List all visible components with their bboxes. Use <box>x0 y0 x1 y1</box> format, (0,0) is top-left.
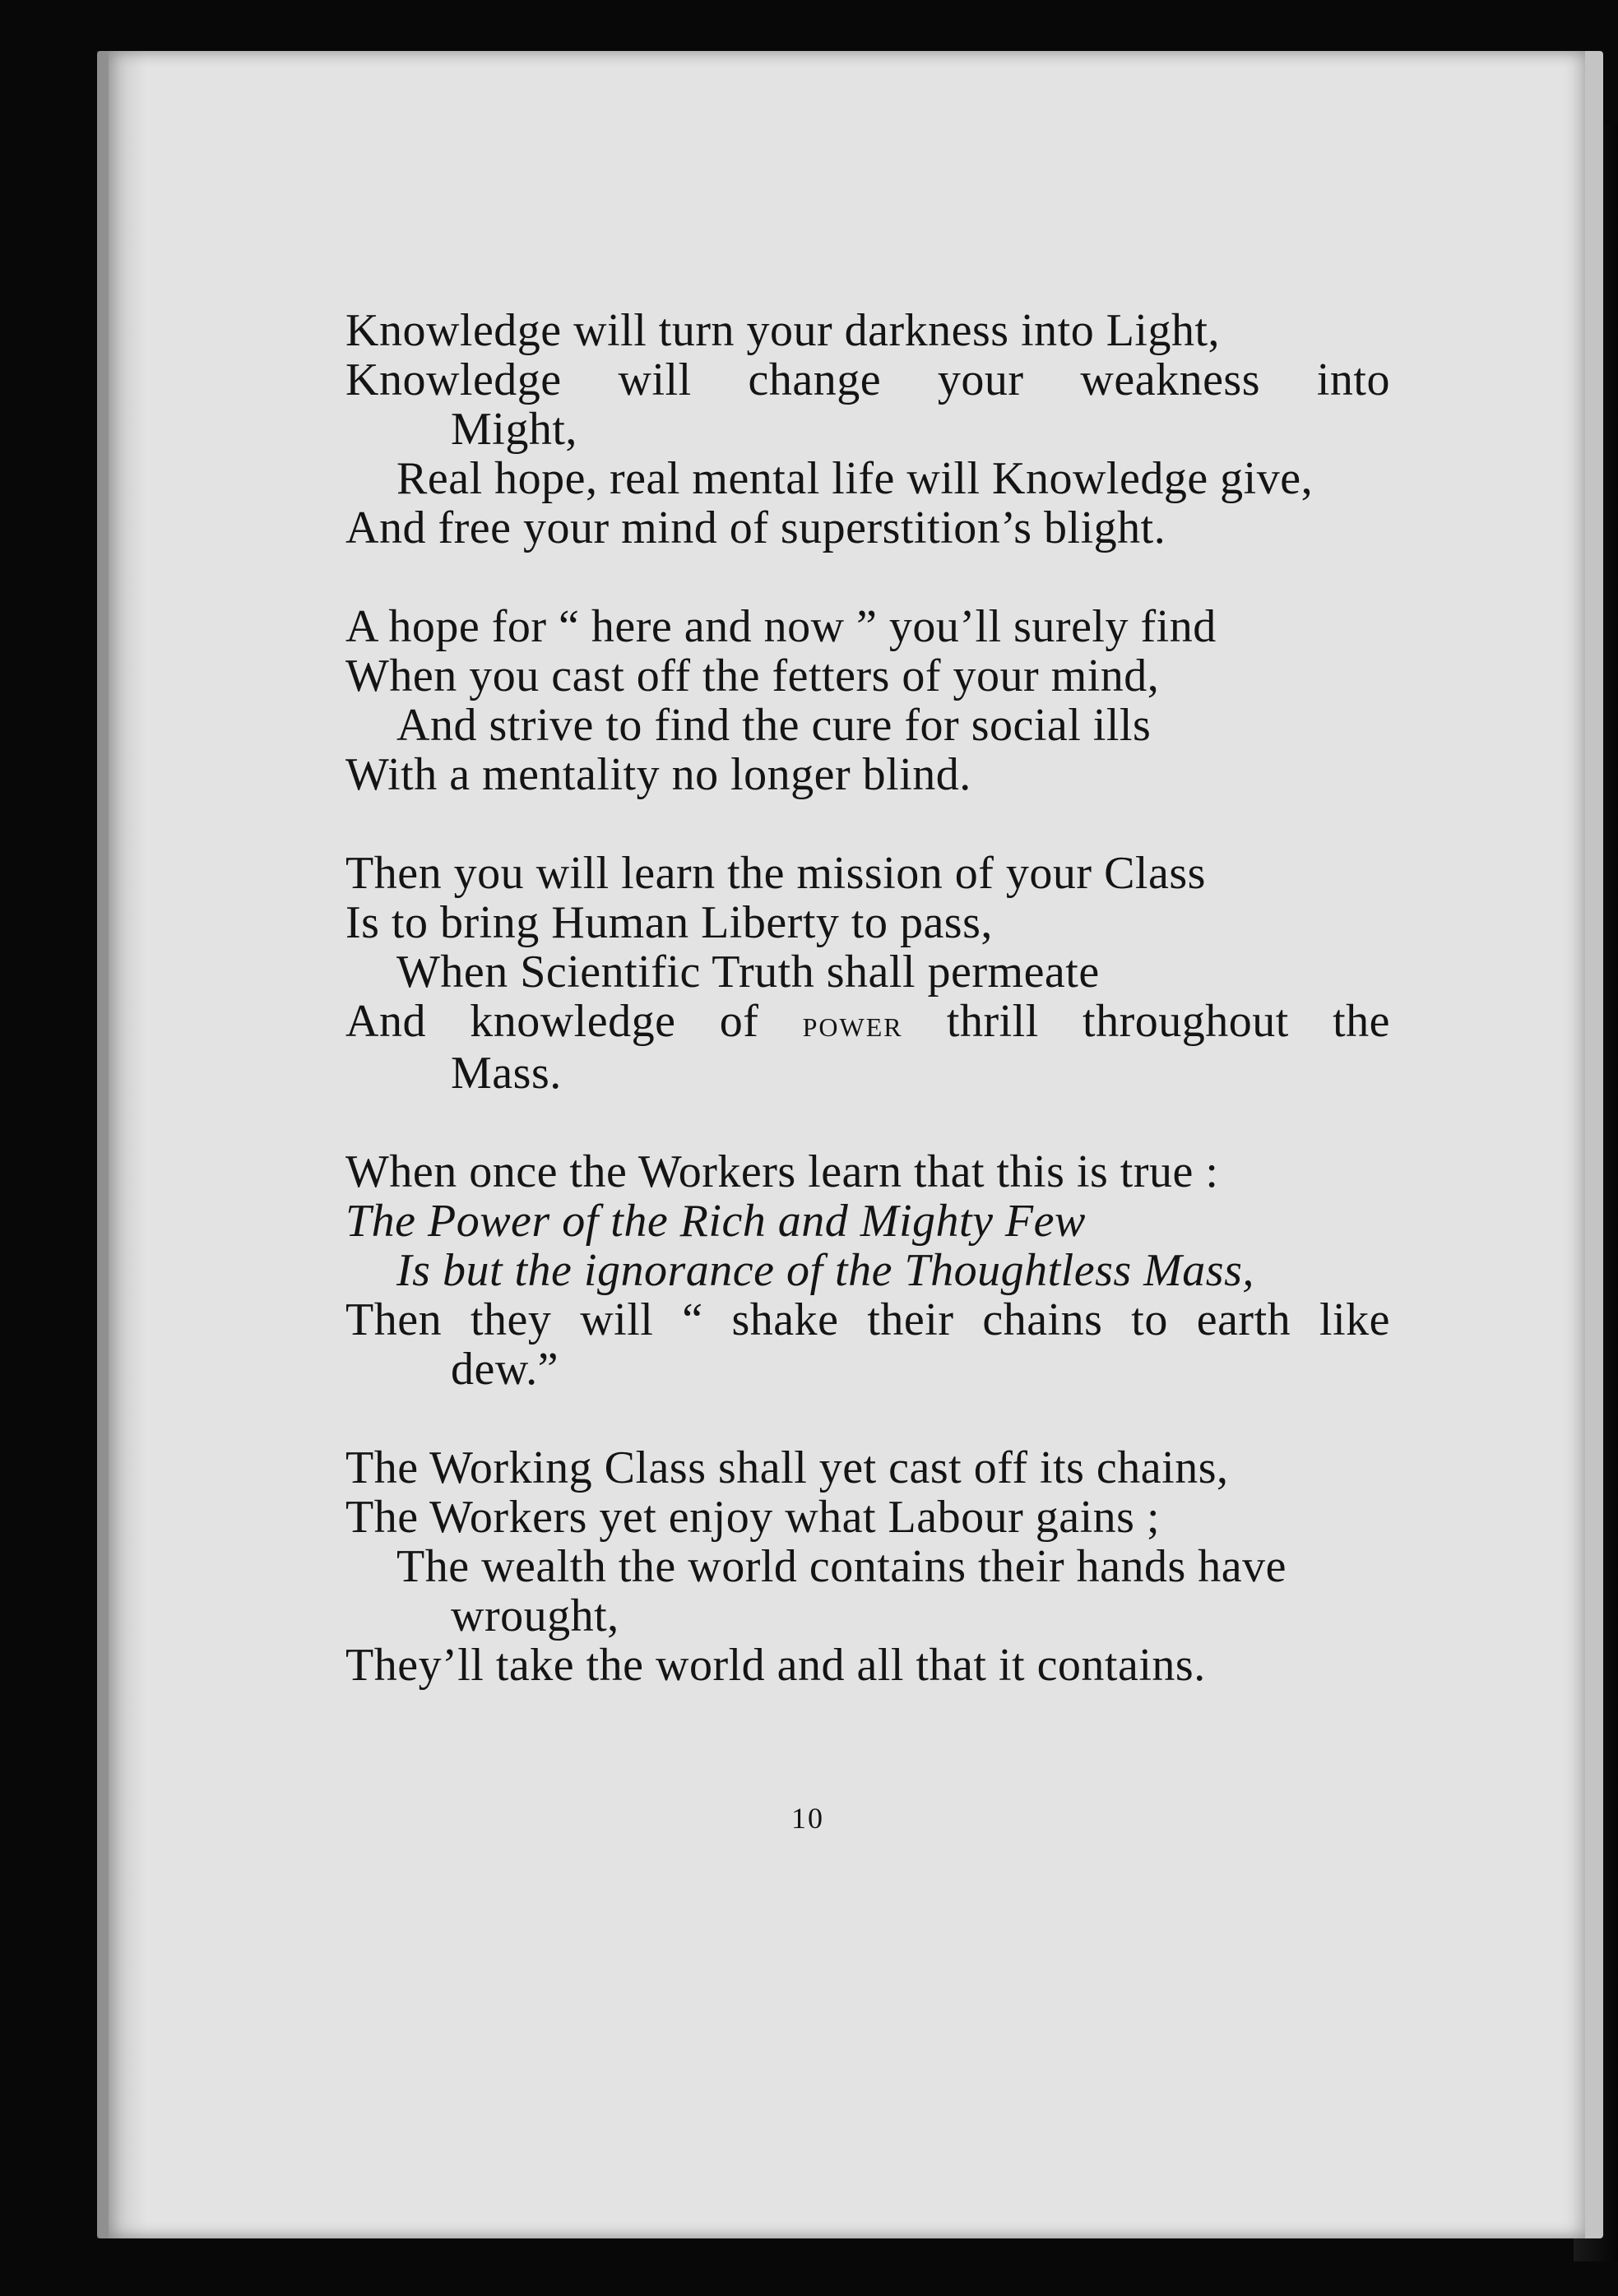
poem-line: Real hope, real mental life will Knowledge give, <box>396 453 1314 504</box>
poem-line: dew.” <box>451 1344 559 1395</box>
poem-line: Then you will learn the mission of your Class <box>345 848 1206 899</box>
poem-line-end: thrill throughout the <box>902 996 1390 1047</box>
poem-line: The Workers yet enjoy what Labour gains ; <box>345 1492 1161 1543</box>
poem-line: Knowledge will change your weakness into <box>345 354 1390 405</box>
poem-line: The wealth the world contains their hands have <box>396 1541 1287 1592</box>
stanza-2 <box>345 602 1390 799</box>
poem-line: Knowledge will turn your darkness into Light, <box>345 305 1221 356</box>
poem-line <box>345 997 1390 1048</box>
poem-line: And strive to find the cure for social ills <box>396 700 1152 751</box>
poem-line: They’ll take the world and all that it contains. <box>345 1640 1206 1691</box>
poem-line: wrought, <box>451 1590 619 1641</box>
poem <box>345 306 1390 1690</box>
binding-shadow <box>97 51 146 2238</box>
poem-line: Is to bring Human Liberty to pass, <box>345 897 993 948</box>
stanza-1 <box>345 306 1390 553</box>
poem-line: When Scientific Truth shall permeate <box>396 947 1100 998</box>
poem-line: The Working Class shall yet cast off its chains, <box>345 1442 1229 1493</box>
poem-line: When you cast off the fetters of your mind, <box>345 650 1160 701</box>
poem-line: Then they will “ shake their chains to earth like <box>345 1294 1390 1345</box>
poem-line: Mass. <box>451 1048 562 1099</box>
poem-line: A hope for “ here and now ” you’ll surely find <box>345 601 1217 652</box>
poem-line: With a mentality no longer blind. <box>345 749 971 800</box>
poem-line-italic: Is but the ignorance of the Thoughtless Mass, <box>396 1245 1254 1296</box>
poem-line-start: And knowledge of <box>345 996 803 1047</box>
poem-line: And free your mind of superstition’s blight. <box>345 502 1166 553</box>
stanza-3 <box>345 849 1390 1098</box>
page-number: 10 <box>791 1802 824 1835</box>
poem-line: When once the Workers learn that this is true : <box>345 1146 1219 1197</box>
stanza-4 <box>345 1147 1390 1394</box>
poem-line-italic: The Power of the Rich and Mighty Few <box>345 1196 1086 1247</box>
stanza-5 <box>345 1443 1390 1690</box>
emphasis-power: power <box>802 1002 903 1044</box>
poem-line: Might, <box>451 404 577 455</box>
